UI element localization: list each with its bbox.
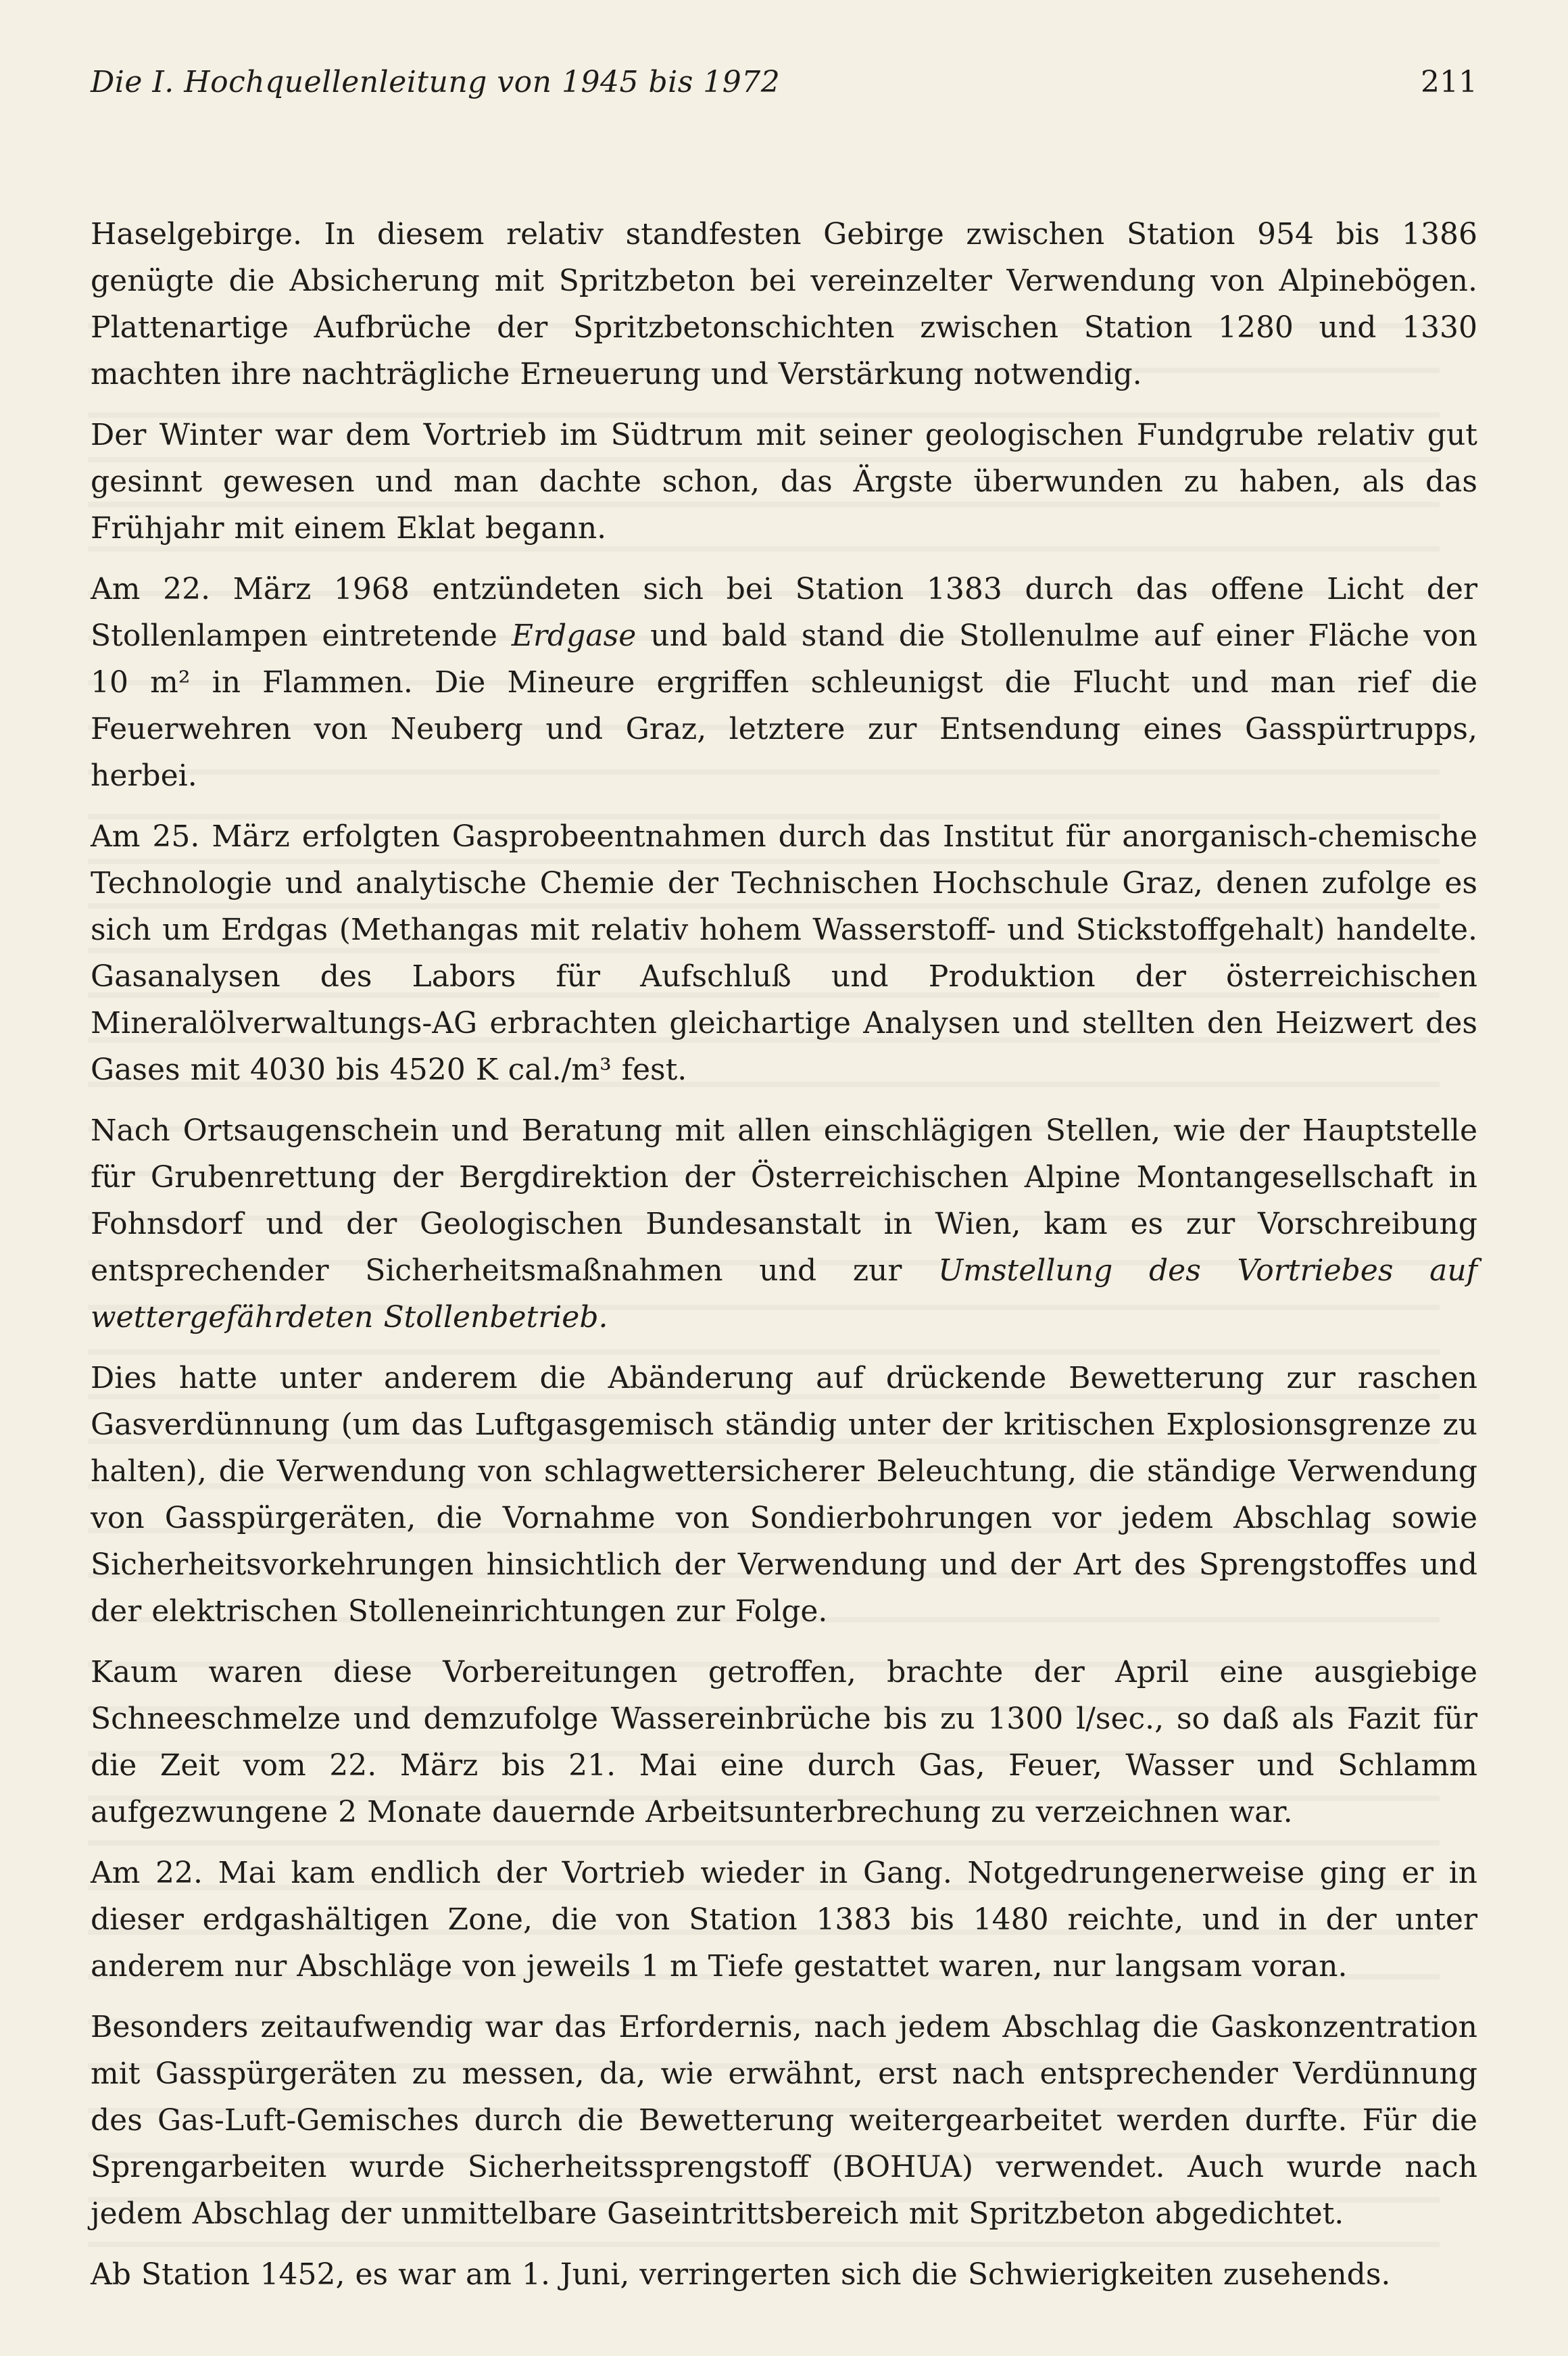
paragraph-text: Nach Ortsaugenschein und Beratung mit allen einschlägigen Stellen, wie der Hauptstelle für Grubenrettung der Bergdirektion der Österreichischen Alpine Montangesellschaft in Fohnsdorf und der Geologischen Bundesanstalt in Wien, kam es zur Vorschreibung entsprechender Sicherheitsmaßnahmen und zur xyxy=(91,1113,1477,1288)
paragraph: Besonders zeitaufwendig war das Erfordernis, nach jedem Abschlag die Gaskonzentration mit Gasspürgeräten zu messen, da, wie erwähnt, erst nach entsprechender Verdünnung des Gas-Luft-Gemisches durch die Bewetterung weitergearbeitet werden durfte. Für die Sprengarbeiten wurde Sicherheitssprengstoff (BOHUA) verwendet. Auch wurde nach jedem Abschlag der unmittelbare Gaseintrittsbereich mit Spritzbeton abgedichtet. xyxy=(91,2010,1477,2231)
emphasis-term: Erdgase xyxy=(511,619,637,653)
paragraph: Haselgebirge. In diesem relativ standfesten Gebirge zwischen Station 954 bis 1386 genügte die Absicherung mit Spritzbeton bei vereinzelter Verwendung von Alpinebögen. Plattenartige Aufbrüche der Spritzbetonschichten zwischen Station 1280 und 1330 machten ihre nachträgliche Erneuerung und Verstärkung notwendig. xyxy=(91,217,1477,391)
paragraph: Ab Station 1452, es war am 1. Juni, verringerten sich die Schwierigkeiten zusehends. xyxy=(91,2257,1391,2292)
paragraph: Kaum waren diese Vorbereitungen getroffen, brachte der April eine ausgiebige Schneeschmelze und demzufolge Wassereinbrüche bis zu 1300 l/sec., so daß als Fazit für die Zeit vom 22. März bis 21. Mai eine durch Gas, Feuer, Wasser und Schlamm aufgezwungene 2 Monate dauernde Arbeitsunterbrechung zu verzeichnen war. xyxy=(91,1655,1477,1829)
paragraph-text: und bald stand die Stollenulme auf einer Fläche von 10 m² in Flammen. Die Mineure ergriffen schleunigst die Flucht und man rief die Feuerwehren von Neuberg und Graz, letztere zur Entsendung eines Gasspürtrupps, herbei. xyxy=(91,619,1477,793)
paragraph: Dies hatte unter anderem die Abänderung auf drückende Bewetterung zur raschen Gasverdünnung (um das Luftgasgemisch ständig unter der kritischen Explosionsgrenze zu halten), die Verwendung von schlagwettersicherer Beleuchtung, die ständige Verwendung von Gasspürgeräten, die Vornahme von Sondierbohrungen vor jedem Abschlag sowie Sicherheitsvorkehrungen hinsichtlich der Verwendung und der Art des Sprengstoffes und der elektrischen Stolleneinrichtungen zur Folge. xyxy=(91,1361,1477,1629)
paragraph: Am 22. Mai kam endlich der Vortrieb wieder in Gang. Notgedrungenerweise ging er in dieser erdgashältigen Zone, die von Station 1383 bis 1480 reichte, und in der unter anderem nur Abschläge von jeweils 1 m Tiefe gestattet waren, nur langsam voran. xyxy=(91,1856,1477,1984)
emphasis-phrase: Umstellung des Vortriebes auf wettergefährdeten Stollenbetrieb. xyxy=(91,1253,1477,1335)
paragraph: Am 25. März erfolgten Gasprobeentnahmen durch das Institut für anorganisch-chemische Technologie und analytische Chemie der Technischen Hochschule Graz, denen zufolge es sich um Erdgas (Methangas mit relativ hohem Wasserstoff- und Stickstoffgehalt) handelte. Gasanalysen des Labors für Aufschluß und Produktion der österreichischen Mineralölverwaltungs-AG erbrachten gleichartige Analysen und stellten den Heizwert des Gases mit 4030 bis 4520 K cal./m³ fest. xyxy=(91,819,1477,1087)
running-head-title: Die I. Hochquellenleitung von 1945 bis 1972 xyxy=(91,65,781,99)
paragraph xyxy=(91,566,1477,799)
body-text xyxy=(91,211,1477,2312)
paragraph-text: Am 22. März 1968 entzündeten sich bei Station 1383 durch das offene Licht der Stollenlampen eintretende xyxy=(91,572,1477,653)
paragraph xyxy=(91,1107,1477,1341)
running-head xyxy=(91,65,1477,112)
paragraph: Der Winter war dem Vortrieb im Südtrum mit seiner geologischen Fundgrube relativ gut gesinnt gewesen und man dachte schon, das Ärgste überwunden zu haben, als das Frühjahr mit einem Eklat begann. xyxy=(91,418,1477,546)
page-number: 211 xyxy=(1421,65,1477,99)
